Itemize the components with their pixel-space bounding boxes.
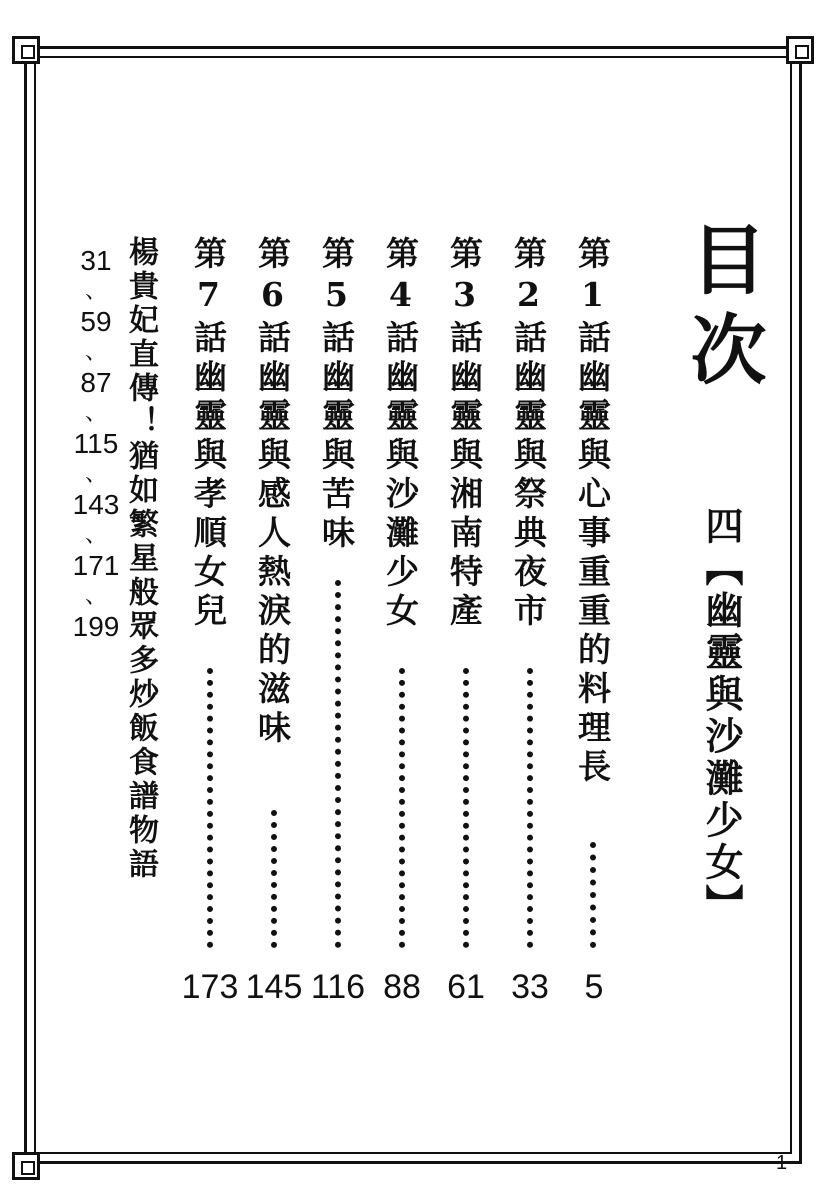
chapter-2-title[interactable]: 第2話幽靈與祭典夜市 (509, 236, 548, 632)
volume-subtitle: 四【幽靈與沙灘少女】 (699, 506, 744, 926)
corner-ornament-top-right (786, 36, 814, 64)
chapter-5-title[interactable]: 第5話幽靈與苦味 (317, 236, 356, 554)
chapter-1-leader-dots (590, 842, 602, 948)
recipe-story-page-list (66, 240, 126, 647)
chapter-4-leader-dots (399, 668, 411, 948)
chapter-5-page-number[interactable]: 116 (310, 968, 366, 1006)
chapter-2-page-number[interactable]: 33 (511, 968, 549, 1006)
page-separator: 、 (84, 400, 107, 425)
chapter-3-leader-dots (463, 668, 475, 948)
recipe-story-page[interactable]: 115 (73, 428, 119, 459)
chapter-1-page-number[interactable]: 5 (584, 968, 604, 1006)
chapter-6-page-number[interactable]: 145 (245, 968, 303, 1006)
chapter-4-title[interactable]: 第4話幽靈與沙灘少女 (381, 236, 420, 632)
page-separator: 、 (84, 278, 107, 303)
recipe-story-page[interactable]: 171 (72, 550, 120, 581)
page-title: 目次 (678, 220, 767, 400)
chapter-7-title[interactable]: 第7話幽靈與孝順女兒 (189, 236, 228, 632)
page-separator: 、 (84, 583, 107, 608)
recipe-story-page[interactable]: 31 (80, 245, 112, 276)
chapter-3-title[interactable]: 第3話幽靈與湘南特產 (445, 236, 484, 632)
recipe-story-page[interactable]: 87 (80, 367, 112, 398)
corner-ornament-top-left (12, 36, 40, 64)
chapter-1-title[interactable]: 第1話幽靈與心事重重的料理長 (573, 236, 612, 788)
chapter-2-leader-dots (527, 668, 539, 948)
corner-page-mark: 1 (776, 1152, 788, 1174)
chapter-7-leader-dots (207, 668, 219, 948)
recipe-story-page[interactable]: 59 (80, 306, 112, 337)
page-separator: 、 (84, 522, 107, 547)
chapter-4-page-number[interactable]: 88 (383, 968, 421, 1006)
chapter-6-leader-dots (271, 810, 283, 948)
page-separator: 、 (84, 339, 107, 364)
recipe-story-page[interactable]: 199 (72, 611, 120, 642)
chapter-7-page-number[interactable]: 173 (181, 968, 239, 1006)
chapter-6-title[interactable]: 第6話幽靈與感人熱淚的滋味 (253, 236, 292, 749)
chapter-3-page-number[interactable]: 61 (447, 968, 485, 1006)
recipe-story-title[interactable]: 楊貴妃直傳！猶如繁星般眾多炒飯食譜物語 (123, 236, 158, 882)
recipe-story-page[interactable]: 143 (72, 489, 120, 520)
chapter-5-leader-dots (335, 580, 347, 948)
corner-ornament-bottom-left (12, 1152, 40, 1180)
page-separator: 、 (84, 461, 107, 486)
